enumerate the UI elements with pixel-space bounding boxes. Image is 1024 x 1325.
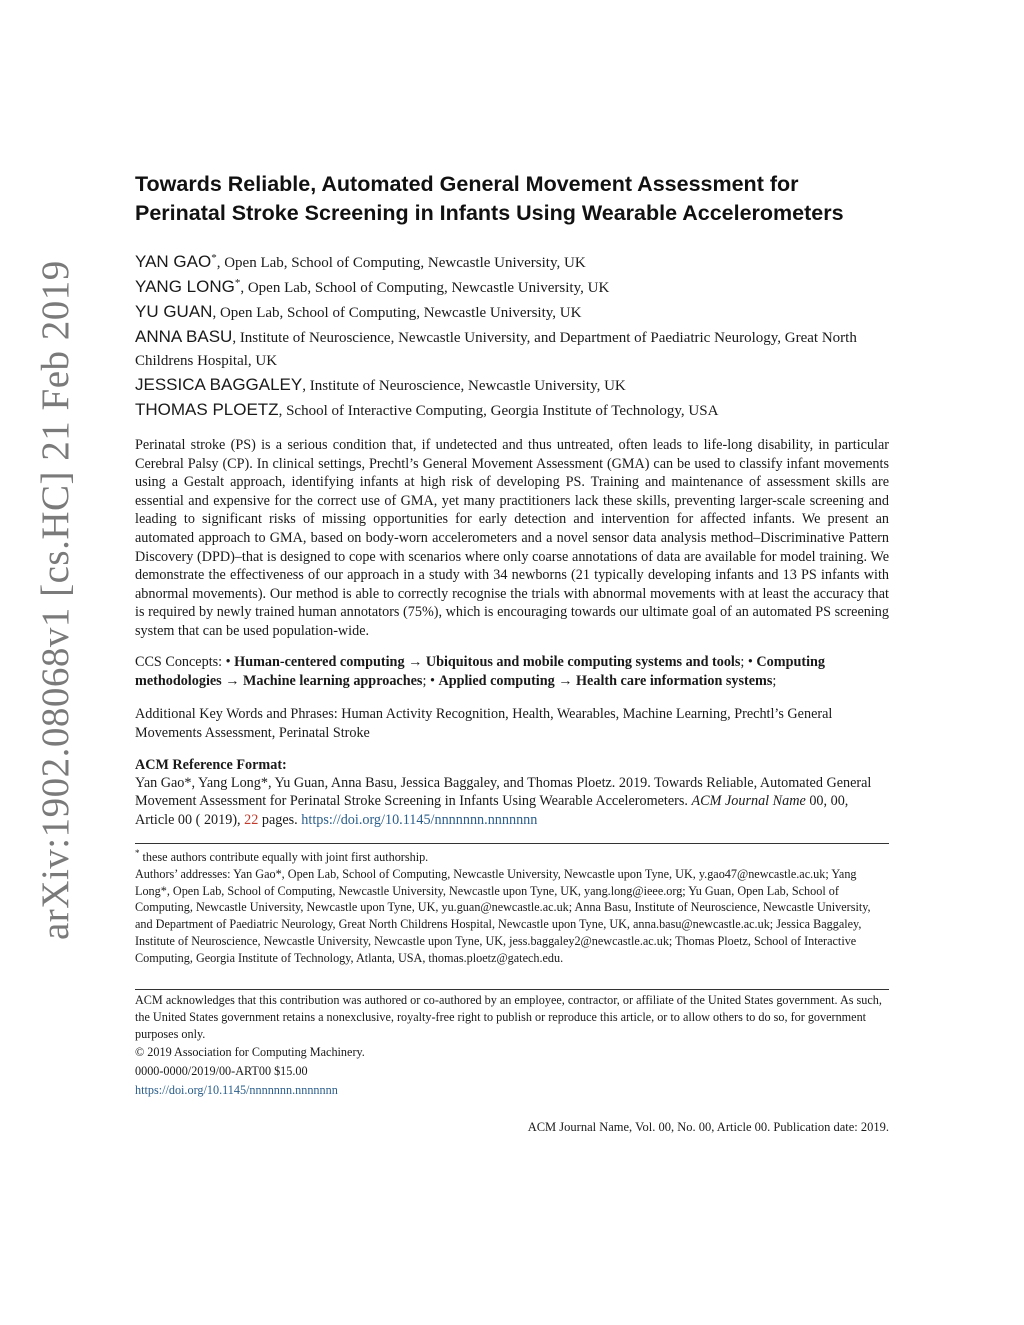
article-issn: 0000-0000/2019/00-ART00 $15.00 bbox=[135, 1064, 308, 1079]
title-line-2: Perinatal Stroke Screening in Infants Using Wearable Accelerometers bbox=[135, 201, 844, 225]
author-name: YANG LONG bbox=[135, 277, 235, 296]
abstract: Perinatal stroke (PS) is a serious condition that, if undetected and thus untreated, often leads to life-long disability, in particular Cerebral Palsy (CP). In clinical settings, Prechtl’s General Movement Assessment (GMA) can be used to classify infant movements using a Gestalt approach, identifying infants at high risk of developing PS. Training and maintenance of assessment skills are essential and expensive for the correct use of GMA, yet many practitioners lack these skills, preventing larger-scale screening and leading to significant risks of missing opportunities for early detection and intervention for affected infants. We present an automated approach to GMA, based on body-worn accelerometers and a novel sensor data analysis method–Discriminative Pattern Discovery (DPD)–that is designed to cope with scenarios where only coarse annotations of data are available for model training. We demonstrate the effectiveness of our approach in a study with 34 newborns (21 typically developing infants and 13 PS infants with abnormal movements). Our method is able to correctly recognise the trials with abnormal movements with at least the accuracy that is required by newly trained human annotators (75%), which is encouraging towards our ultimate goal of an automated PS screening system that can be used population-wide. bbox=[135, 437, 889, 639]
reference-citation: Yan Gao*, Yang Long*, Yu Guan, Anna Basu, Jessica Baggaley, and Thomas Ploetz. 2019. Towards Reliable, Automated General Movement Assessment for Perinatal Stroke Screening in Infants Using Wearable Accelerometers. bbox=[135, 774, 872, 810]
ccs-separator: ; bbox=[740, 653, 748, 670]
author-equal-mark: * bbox=[211, 252, 217, 264]
reference-doi-link[interactable]: https://doi.org/10.1145/nnnnnnn.nnnnnnn bbox=[301, 811, 538, 828]
author-equal-mark: * bbox=[234, 277, 241, 289]
ccs-bullet: • bbox=[225, 653, 235, 670]
reference-volume: 00, 00, Article 00 ( 2019), bbox=[135, 793, 849, 828]
author-addresses: Authors’ addresses: Yan Gao*, Open Lab, School of Computing, Newcastle University, Newcastle upon Tyne, UK, y.gao47@newcastle.ac.uk; Yang Long*, Open Lab, School of Computing, Newcastle University, Newcastle upon Tyne, UK, yang.long@ieee.org; Yu Guan, Open Lab, School of Computing, Newcastle University, Newcastle upon Tyne, UK, yu.guan@newcastle.ac.uk; Anna Basu, Institute of Neuroscience, Newcastle University, and Department of Paediatric Neurology, Great North Childrens Hospital, Newcastle upon Tyne, UK, anna.basu@newcastle.ac.uk; Jessica Baggaley, Institute of Neuroscience, Newcastle University, Newcastle upon Tyne, UK, jess.baggaley2@newcastle.ac.uk; Thomas Ploetz, School of Interactive Computing, Georgia Institute of Technology, Atlanta, USA, thomas.ploetz@gatech.edu. bbox=[135, 866, 871, 965]
ccs-bullet: • bbox=[747, 653, 757, 670]
ccs-concept: Human-centered computing → Ubiquitous and mobile computing systems and tools bbox=[234, 653, 741, 670]
author-name: THOMAS PLOETZ bbox=[135, 400, 279, 419]
author-affiliation: , Open Lab, School of Computing, Newcastle University, UK bbox=[212, 305, 582, 321]
author-entry bbox=[135, 398, 889, 423]
paper-front-matter bbox=[135, 170, 889, 829]
equal-contribution-text: these authors contribute equally with joint first authorship. bbox=[139, 850, 429, 864]
title-line-1: Towards Reliable, Automated General Movement Assessment for bbox=[135, 172, 799, 196]
reference-format-text bbox=[135, 774, 889, 830]
arxiv-identifier-stamp: arXiv:1902.08068v1 [cs.HC] 21 Feb 2019 bbox=[34, 260, 77, 940]
ccs-bullet: • bbox=[429, 672, 439, 689]
acm-copyright-block bbox=[135, 989, 889, 1099]
author-list bbox=[135, 250, 889, 423]
ccs-label: CCS Concepts: bbox=[135, 653, 226, 670]
paper-title bbox=[135, 170, 889, 228]
author-affiliation: , School of Interactive Computing, Georgia Institute of Technology, USA bbox=[278, 403, 719, 419]
footnote-star: * bbox=[135, 847, 140, 858]
author-affiliation: , Open Lab, School of Computing, Newcastle University, UK bbox=[240, 280, 610, 296]
author-entry bbox=[135, 300, 889, 325]
copyright-line: © 2019 Association for Computing Machinery. bbox=[135, 1045, 365, 1060]
author-entry bbox=[135, 325, 889, 373]
author-entry bbox=[135, 275, 889, 300]
ccs-concepts bbox=[135, 653, 889, 691]
ccs-end: ; bbox=[772, 672, 777, 689]
article-doi-link[interactable]: https://doi.org/10.1145/nnnnnnn.nnnnnnn bbox=[135, 1082, 338, 1097]
author-affiliation: , Open Lab, School of Computing, Newcastle University, UK bbox=[216, 255, 586, 271]
author-name: YU GUAN bbox=[135, 302, 213, 321]
author-footnotes bbox=[135, 843, 889, 967]
ccs-concept: Computing methodologies → Machine learning approaches bbox=[135, 653, 825, 689]
author-name: ANNA BASU bbox=[135, 327, 233, 346]
reference-format-heading: ACM Reference Format: bbox=[135, 756, 287, 773]
author-name: YAN GAO bbox=[135, 252, 212, 271]
author-affiliation: , Institute of Neuroscience, Newcastle University, UK bbox=[302, 378, 626, 394]
ccs-separator: ; bbox=[422, 672, 430, 689]
ccs-concept: Applied computing → Health care information systems bbox=[438, 672, 773, 689]
reference-page-count[interactable]: 22 bbox=[244, 811, 259, 828]
author-affiliation: , Institute of Neuroscience, Newcastle University, and Department of Paediatric Neurology, Great North Childrens Hospital, UK bbox=[135, 330, 857, 369]
additional-keywords: Additional Key Words and Phrases: Human Activity Recognition, Health, Wearables, Machine Learning, Prechtl’s General Movements Assessment, Perinatal Stroke bbox=[135, 705, 833, 741]
author-name: JESSICA BAGGALEY bbox=[135, 375, 303, 394]
reference-pages-label: pages. bbox=[258, 811, 302, 828]
page-footer: ACM Journal Name, Vol. 00, No. 00, Article 00. Publication date: 2019. bbox=[527, 1120, 889, 1134]
author-entry bbox=[135, 250, 889, 275]
equal-contribution-note bbox=[135, 844, 889, 866]
reference-journal: ACM Journal Name bbox=[691, 793, 806, 810]
government-notice: ACM acknowledges that this contribution was authored or co-authored by an employee, contractor, or affiliate of the United States government. As such, the United States government retains a nonexclusive, royalty-free right to publish or reproduce this article, or to allow others to do so, for government purposes only. bbox=[135, 993, 882, 1041]
author-entry bbox=[135, 373, 889, 398]
